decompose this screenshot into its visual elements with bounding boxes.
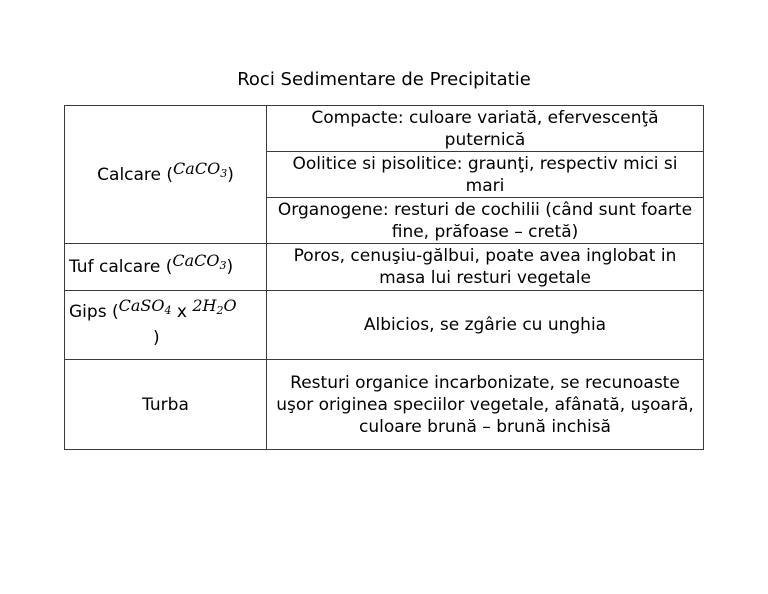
rock-table	[64, 105, 704, 450]
rock-description: Albicios, se zgârie cu unghia	[267, 291, 704, 360]
formula-2h2o: $2H_2O$	[192, 296, 237, 317]
formula-caso4: CaSO$_4$	[118, 296, 172, 317]
rock-description: Oolitice si pisolitice: graunţi, respectiv mici si mari	[267, 152, 704, 198]
formula-caco3: CaCO$_3$	[172, 251, 227, 272]
table-row	[65, 291, 704, 360]
rock-name-gips: Gips (CaSO$_4$ x $2H_2O$ )	[65, 291, 267, 360]
rock-description: Organogene: resturi de cochilii (când sunt foarte fine, prăfoase – cretă)	[267, 198, 704, 244]
formula-caco3: CaCO$_3$	[173, 158, 228, 180]
rock-description: Compacte: culoare variată, efervescenţă puternică	[267, 106, 704, 152]
table-row	[65, 106, 704, 152]
rock-name-calcare: Calcare (CaCO$_3$)	[65, 106, 267, 244]
rock-description: Poros, cenuşiu-gălbui, poate avea inglobat in masa lui resturi vegetale	[267, 244, 704, 291]
table-row	[65, 360, 704, 450]
document-title: Roci Sedimentare de Precipitatie	[237, 69, 531, 90]
rock-name-turba: Turba	[65, 360, 267, 450]
rock-name-tuf: Tuf calcare (CaCO$_3$)	[65, 244, 267, 291]
rock-description: Resturi organice incarbonizate, se recunoaste uşor originea speciilor vegetale, afânată, uşoară, culoare brună – brună inchisă	[267, 360, 704, 450]
table-row	[65, 244, 704, 291]
